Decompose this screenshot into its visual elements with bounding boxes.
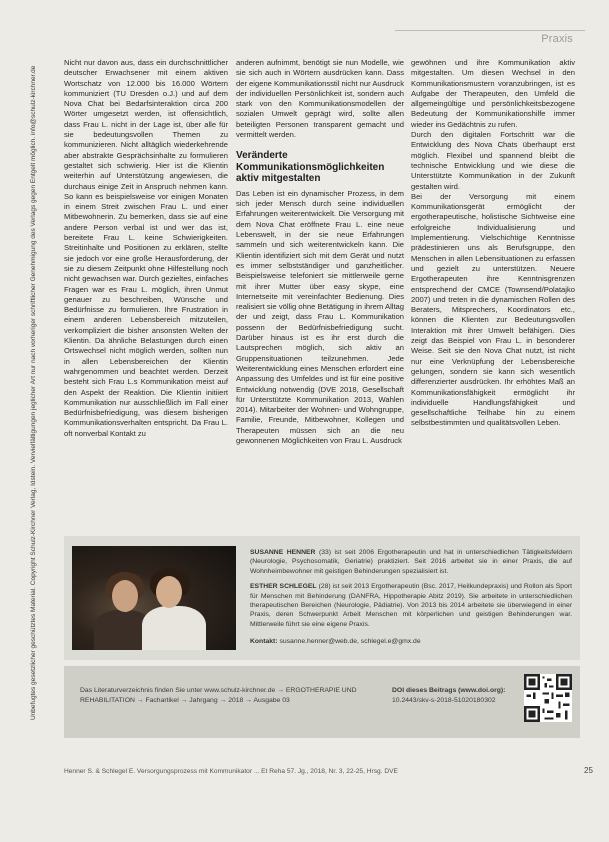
doi-block [392,686,512,705]
page-number: 25 [584,766,593,775]
contact-line [250,637,572,646]
author-bio-box [64,536,580,660]
author-photo [72,546,236,650]
author-name: SUSANNE HENNER [250,549,316,556]
text-column-1 [64,58,228,439]
author-bio-body: (33) ist seit 2006 Ergotherapeutin und hat in unterschiedlichen Tätigkeitsfeldern (Neurologie, Psychosomatik, Geriatrie) praktiziert. Seit 2016 arbeitet sie in einer Praxis, die auf Wohnheimbewohner mit geistigen Behinderungen spezialisiert ist. [250,549,573,575]
paragraph: gewöhnen und ihre Kommunikation aktiv mitgestalten. Um diesen Wechsel in den Kommunikationsmustern voranzubringen, ist es Aufgabe der Therapeuten, den Umfeld die allgemeingültige und persönlichkeitsbezogene Bedeutung der Kommunikationshilfe immer wieder ins Gedächtnis zu rufen. [411,58,575,129]
author-bio-1 [250,548,572,576]
contact-emails[interactable]: susanne.henner@web.de, schlegel.e@gmx.de [279,638,421,646]
paragraph: Bei der Versorgung mit einem Kommunikationsgerät ermöglicht der ergotherapeutische, holistische Sichtweise eine erfolgreiche Individualisierung und Implementierung. Vielschichtige Kenntnisse prädestinieren uns als Berufsgruppe, den Menschen in allen Lebensituationen zu erfassen und gezielt zu unterstützen. Neuere Ergotherapeuten ihre Kenntnisgrenzen entsprechend der CMCE (Townsend/Polatajko 2007) und treten in die dynamischen Rollen des Beraters, Mitsprechers, Koordinators etc., können die Klienten zur Bedeutungsvollen Interaktion mit ihrer Umwelt befähigen. Dies zeigt das Beispiel von Frau L. in besonderer Weise. Seit sie den Nova Chat nutzt, ist nicht nur eine Verknüpfung der Lebensbereiche gelungen, sondern sie kann sich wesentlich differenzierter ausdrücken. Ihr erhöhtes Maß an Kommunikationsfähigkeit ermöglicht ihr individuelle Handlungsfähigkeit und gesellschaftliche Teilhabe hin zu einem selbstbestimmten und qualitätsvollen Leben. [411,191,575,428]
reference-box [64,666,580,738]
paragraph: Das Leben ist ein dynamischer Prozess, in dem sich jeder Mensch durch seine individuellen Erfahrungen weiterentwickelt. Die Versorgung mit dem Nova Chat eröffnete Frau L. eine neue Lebenswelt, in der sie neue Erfahrungen sammeln und sich weiterentwickeln kann. Die Klientin identifiziert sich mit dem Gerät und nutzt es immer selbstständiger und ganzheitlicher. Beispielsweise telefoniert sie mittlerweile gerne mit ihrer Mutter über easy skype, eine Internetseite mit vereinfachter Bedienung. Dies realisiert sie völlig ohne Betätigung in ihrem Alltag der und zeigt, dass Frau L. Kommunikation possenn der Bedürfnisbefriedigung sucht. Darüber hinaus ist es ihr erst durch die Lautsprechen möglich, sich aktiv an Gruppensituationen teilzunehmen. Jede Weiterentwicklung eines Menschen erfordert eine Anpassung des Umfeldes und ist für eine positive Entwicklung notwendig (DVE 2018, Gesellschaft für Unterstützte Kommunikation 2013, Wahlen 2014). Mitarbeiter der Wohnen- und Wohngruppe, Familie, Freunde, Mitbewohner, Kollegen und Therapeuten müssen sich an die neu gewonnenen Möglichkeiten von Frau L. Ausdruck [236,188,404,445]
paragraph: anderen aufnimmt, benötigt sie nun Modelle, wie sie sich auch in Wörtern ausdrücken kann. Dass der eigene Kommunikationsstil nicht nur Ausdruck der individuellen Persönlichkeit ist, sondern auch stark von den Kommunikationsmodellen der sozialen Umwelt geprägt wird, sollte allen beteiligten Personen transparent gemacht und vermittelt werden. [236,58,404,140]
author-name: ESTHER SCHLEGEL [250,583,317,591]
contact-label: Kontakt: [250,638,278,646]
text-column-2 [236,58,404,446]
section-header [395,30,585,47]
sub-heading: Veränderte Kommunikationsmöglichkeiten aktiv mitgestalten [236,150,385,185]
literature-reference[interactable]: Das Literaturverzeichnis finden Sie unter www.schulz-kirchner.de → ERGOTHERAPIE UND REHABILITATION → Fachartikel → Jahrgang → 2018 → Ausgabe 03 [80,687,357,704]
author-bio-text [250,548,572,653]
doi-value[interactable]: 10.2443/skv-s-2018-51020180302 [392,696,496,704]
author-bio-2 [250,582,572,629]
side-copyright-notice: Unbefugtes gesetzlicher geschütztes Material. Copyright Schulz-Kirchner Verlag, Idstein. Vervielfältigungen jeglicher Art nur nach vorheriger schriftlicher Genehmigung des Verlags gegen Entgelt möglich. info@schulz-kirchner.de [30,65,37,720]
section-label: Praxis [541,33,573,45]
paragraph: Durch den digitalen Fortschritt war die Entwicklung des Nova Chats überhaupt erst möglich. Flexibel und spannend bleibt die technische Entwicklung und wie diese die Unterstützte Kommunikation in der Zukunft gestalten wird. [411,130,575,191]
text-column-3 [411,58,575,429]
doi-title: DOI dieses Beitrags (www.doi.org): [392,687,506,694]
paragraph: Nicht nur davon aus, dass ein durchschnittlicher deutscher Erwachsener mit einem aktiven Wortschatz von 12.000 bis 16.000 Wörtern kommuniziert (TU Dresden o.J.) und auf dem Nova Chat bei Bedarfsinteraktion circa 200 Wörter umgesetzt werden, ist offensichtlich, dass Frau L. nicht in der Lage ist, über alle für sie bedeutungsvollen Themen zu kommunizieren. Nicht alltäglich wiederkehrende aber abstrakte Gesprächsinhalte zu formulieren gestaltet sich schwierig. Hier ist die Klientin weiterhin auf Unterstützung angewiesen, die durchaus einige Zeit in Anspruch nehmen kann. So kann es beispielsweise vor einigen Monaten in einem Streit zwischen Frau L. und einer Mitbewohnerin. Zu bemerken, dass sie auf eine andere Person verbal ist und wer das ist, bereitete Frau L. keine Schwierigkeiten. Streitinhalte und Positionen zu erklären, stellte sie jedoch vor eine große Herausforderung, der sie zu diesem Zeitpunkt ohne Hilfestellung noch nicht gewachsen war. Durch gezieltes, einfaches Fragen war es Frau L. möglich, ihren Unmut genauer zu beschreiben, Wünsche und Bedürfnisse zu formulieren. Ihre Frustration in einem anderen Lebensbereich mitzuteilen, verkompliziert die bisher ansonsten Welten der Klientin. Da ähnliche Belastungen durch einen Ortswechsel nicht möglich werden, sollten nun in allen Lebensbereichen der Klientin wahrgenommen und beachtet werden. Derzeit besteht sich Frau L.s Kommunikation meist auf den Aspekt der Reaktion. Die Klientin initiiert Kommunikation nur ausschließlich im Fall einer Bedürfnisbefriedigung, was diesem bisherigen Kommunikationsverhalten entspricht. Da Frau L. oft nonverbal Kontakt zu [64,58,228,438]
footer-citation: Henner S. & Schlegel E. Versorgungsprozess mit Kommunikator ... Et Reha 57. Jg., 2018, Nr. 3, 22-25, Hrsg. DVE [64,768,398,775]
author-bio-body: (28) ist seit 2013 Ergotherapeutin (Bsc. 2017, Heilkundepraxis) und Rollon als Sport für Menschen mit Behinderung (DANFRA, Hippotherapie Abitz 2019). Sie arbeitete in unterschiedlichen therapeutischen Bereichen (Neurologie, Pädiatrie). Von 2013 bis 2014 arbeitete sie überwiegend in einer Praxis, deren Schwerpunkt Arbeit Menschen mit körperlichen und geistigen Behinderungen war. Mittlerweile führt sie eine eigene Praxis. [250,583,572,628]
qr-code-icon [524,674,572,722]
